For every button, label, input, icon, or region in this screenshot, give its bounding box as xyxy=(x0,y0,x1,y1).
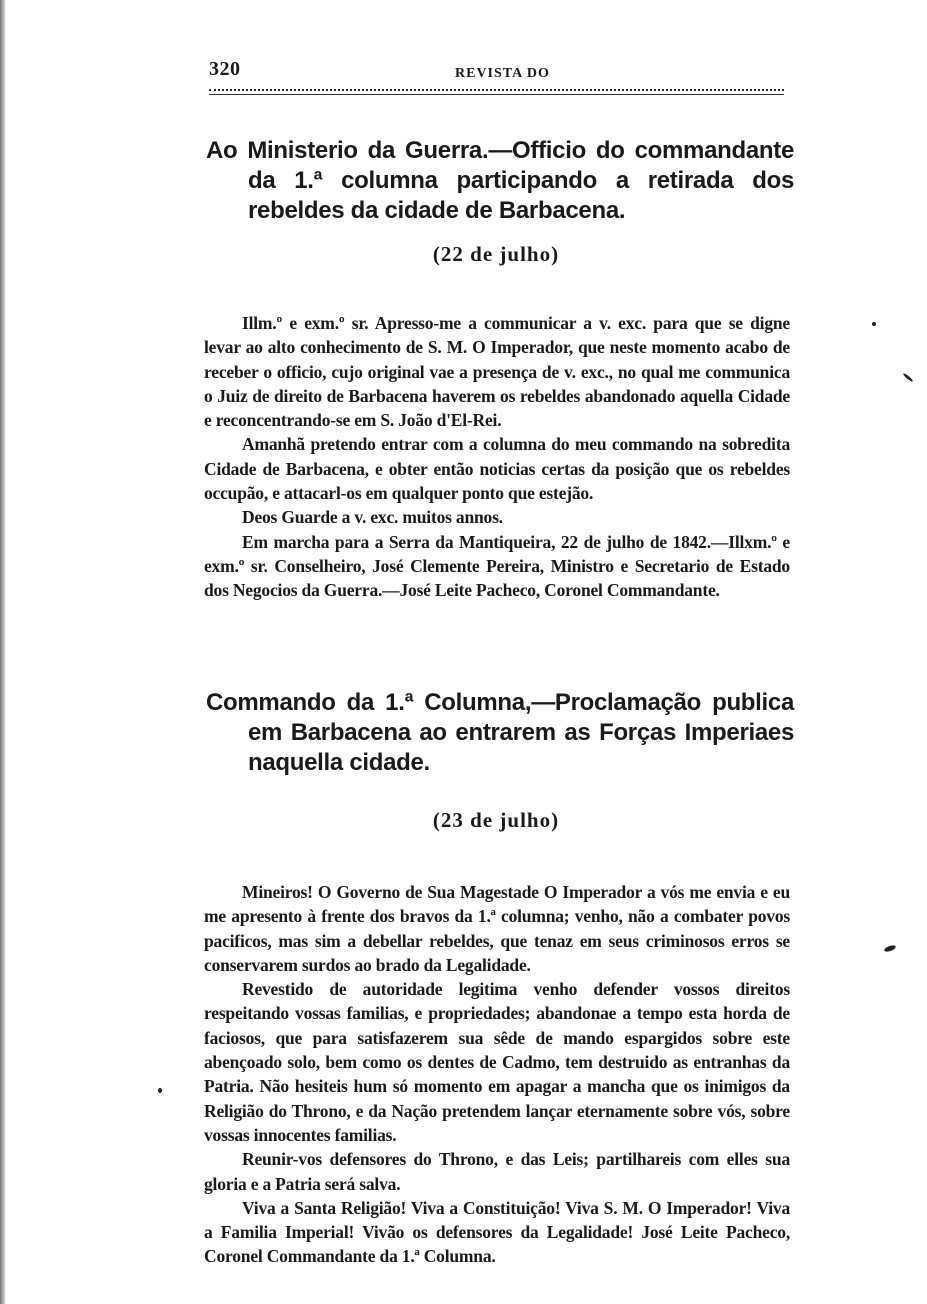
page-edge-shadow xyxy=(0,0,6,1304)
scan-speck xyxy=(902,372,913,382)
paragraph: Amanhã pretendo entrar com a columna do meu commando na sobredita Cidade de Barbacena, e obter então noticias certas da posição que os rebeldes occupão, e attacarl-os em qualquer ponto que estejão. xyxy=(204,434,790,504)
scan-speck xyxy=(872,322,876,326)
paragraph: Revestido de autoridade legitima venho defender vossos direitos respeitando vossas familias, e propriedades; abandonae a tempo esta horda de faciosos, que para satisfazerem sua sêde de mando espargidos sobre este abençoado solo, bem como os dentes de Cadmo, tem destruido as entranhas da Patria. Não hesiteis hum só momento em apagar a mancha que os inimigos da Religião do Throno, e da Nação pretendem lançar eternamente sobre vós, sobre vossas innocentes familias. xyxy=(204,979,790,1145)
section-heading: Commando da 1.ª Columna,—Proclamação publica em Barbacena ao entrarem as Forças Imperiaes naquella cidade. xyxy=(206,689,794,776)
paragraph: Mineiros! O Governo de Sua Magestade O Imperador a vós me envia e eu me apresento à frente dos bravos da 1.ª columna; venho, não a combater povos pacificos, mas sim a debellar rebeldes, que tenaz em seus criminosos erros se conservarem surdos ao brado da Legalidade. xyxy=(204,882,790,975)
paragraph: Em marcha para a Serra da Mantiqueira, 22 de julho de 1842.—Illxm.º e exm.º sr. Conselheiro, José Clemente Pereira, Ministro e Secretario de Estado dos Negocios da Guerra.—José Leite Pacheco, Coronel Commandante. xyxy=(204,531,790,601)
running-title: REVISTA DO xyxy=(455,66,550,81)
scan-speck xyxy=(158,1088,162,1093)
paragraph: Reunir-vos defensores do Throno, e das Leis; partilhareis com elles sua gloria e a Patria será salva. xyxy=(204,1149,790,1194)
paragraph: Viva a Santa Religião! Viva a Constituição! Viva S. M. O Imperador! Viva a Familia Imperial! Vivão os defensores da Legalidade! José Leite Pacheco, Coronel Commandante da 1.ª Columna. xyxy=(204,1197,790,1267)
scan-speck xyxy=(884,944,897,953)
section-body xyxy=(204,311,790,603)
section-date: (23 de julho) xyxy=(432,808,560,832)
page-number: 320 xyxy=(209,58,241,80)
paragraph: Illm.º e exm.º sr. Apresso-me a communicar a v. exc. para que se digne levar ao alto conhecimento de S. M. O Imperador, que neste momento acabo de receber o officio, cujo original vae a presença de v. exc., no qual me communica o Juiz de direito de Barbacena haverem os rebeldes abandonado aquella Cidade e reconcentrando-se em S. João d'El-Rei. xyxy=(204,313,790,431)
paragraph: Deos Guarde a v. exc. muitos annos. xyxy=(242,507,503,528)
section-heading: Ao Ministerio da Guerra.—Officio do commandante da 1.ª columna participando a retirada dos rebeldes da cidade de Barbacena. xyxy=(206,137,794,224)
header-rule xyxy=(209,89,784,95)
section-body xyxy=(204,880,790,1269)
section-date: (22 de julho) xyxy=(432,242,560,266)
